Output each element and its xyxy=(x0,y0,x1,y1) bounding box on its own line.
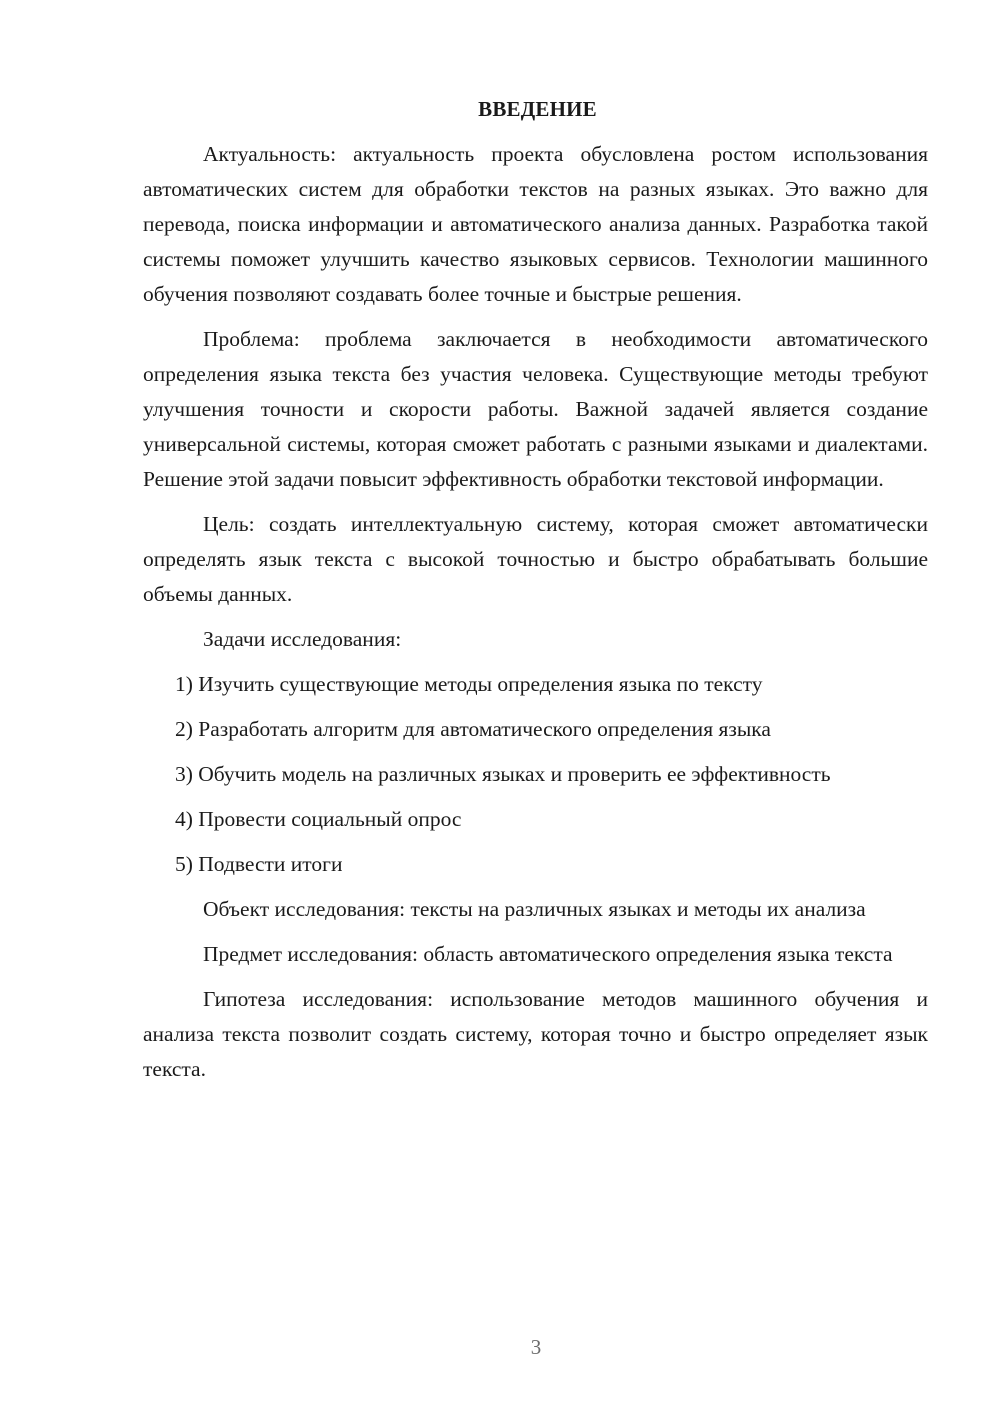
paragraph-hypothesis: Гипотеза исследования: использование методов машинного обучения и анализа текста позволит создать систему, которая точно и быстро определяет язык текста. xyxy=(143,987,928,1081)
task-item-1: 1) Изучить существующие методы определения языка по тексту xyxy=(175,672,763,696)
task-item-4: 4) Провести социальный опрос xyxy=(175,807,462,831)
page-number: 3 xyxy=(530,1335,542,1359)
paragraph-object: Объект исследования: тексты на различных языках и методы их анализа xyxy=(203,897,866,921)
task-item-5: 5) Подвести итоги xyxy=(175,852,343,876)
task-item-2: 2) Разработать алгоритм для автоматического определения языка xyxy=(175,717,771,741)
document-title: ВВЕДЕНИЕ xyxy=(478,97,597,121)
task-item-3: 3) Обучить модель на различных языках и проверить ее эффективность xyxy=(175,762,831,786)
paragraph-subject: Предмет исследования: область автоматического определения языка текста xyxy=(203,942,893,966)
tasks-heading: Задачи исследования: xyxy=(203,627,402,651)
paragraph-goal: Цель: создать интеллектуальную систему, которая сможет автоматически определять язык текста с высокой точностью и быстро обрабатывать большие объемы данных. xyxy=(143,512,928,606)
paragraph-relevance: Актуальность: актуальность проекта обусловлена ростом использования автоматических систем для обработки текстов на разных языках. Это важно для перевода, поиска информации и автоматического анализа данных. Разработка такой системы поможет улучшить качество языковых сервисов. Технологии машинного обучения позволяют создавать более точные и быстрые решения. xyxy=(143,142,928,306)
paragraph-problem: Проблема: проблема заключается в необходимости автоматического определения языка текста без участия человека. Существующие методы требуют улучшения точности и скорости работы. Важной задачей является создание универсальной системы, которая сможет работать с разными языками и диалектами. Решение этой задачи повысит эффективность обработки текстовой информации. xyxy=(143,327,928,491)
text-column xyxy=(143,92,928,1097)
